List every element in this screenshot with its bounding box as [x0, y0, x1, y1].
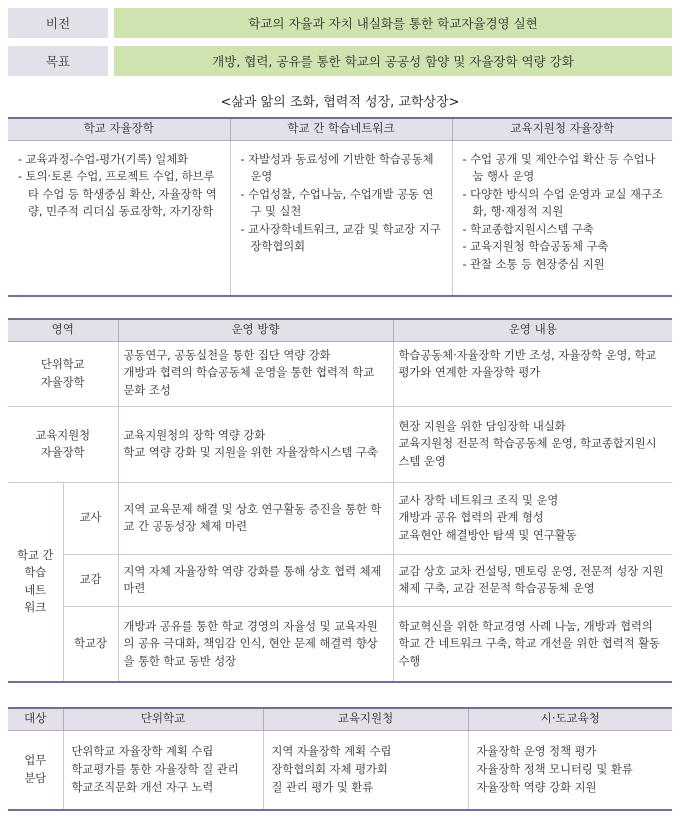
table-header-row: [8, 118, 672, 140]
goal-row: [8, 46, 672, 76]
list-item: - 관찰 소통 등 현장중심 지원: [463, 256, 665, 274]
goal-label: 목표: [8, 46, 108, 76]
area-cell: 교육지원청 자율장학: [8, 406, 118, 482]
list-item: - 교육지원청 학습공동체 구축: [463, 238, 665, 256]
table-header-row: [8, 319, 672, 341]
list-item: 학교평가를 통한 자율장학 질 관리: [71, 762, 239, 776]
direction-cell: 지역 자체 자율장학 역량 강화를 통해 상호 협력 체제 마련: [118, 554, 393, 606]
unit-school-cell: [63, 730, 263, 810]
list-item: 학교조직문화 개선 자구 노력: [71, 780, 214, 794]
header-direction: 운영 방향: [118, 319, 393, 341]
list-item: 자율장학 역량 강화 지원: [476, 780, 597, 794]
header-office-supervision: 교육지원청 자율장학: [452, 118, 672, 140]
sub-area-cell: 학교장: [63, 606, 118, 682]
area-cell: 단위학교 자율장학: [8, 341, 118, 406]
vision-text: 학교의 자율과 자치 내실화를 통한 학교자율경영 실현: [114, 8, 672, 38]
list-item: - 자발성과 동료성에 기반한 학습공동체 운영: [241, 151, 444, 186]
table-row: [8, 606, 672, 682]
list-item: 장학협의회 자체 평가회: [271, 762, 388, 776]
network-area-cell: 학교 간 학습 네트 워크: [17, 548, 54, 615]
goal-text: 개방, 협력, 공유를 통한 학교의 공공성 함양 및 자율장학 역량 강화: [114, 46, 672, 76]
direction-cell: 개방과 공유를 통한 학교 경영의 자율성 및 교육자원의 공유 극대화, 책임감 인식, 현안 문제 해결력 향상을 통한 학교 동반 성장: [118, 606, 393, 682]
role-division-table: [8, 707, 672, 811]
header-education-office: 교육지원청: [263, 708, 468, 730]
table-row: [8, 554, 672, 606]
list-item: 지역 자율장학 계획 수립: [271, 744, 392, 758]
header-provincial-office: 시·도교육청: [468, 708, 672, 730]
role-label-cell: 업무 분담: [24, 754, 47, 785]
header-network: 학교 간 학습네트워크: [230, 118, 452, 140]
provincial-office-cell: [468, 730, 672, 810]
sub-area-cell: 교감: [63, 554, 118, 606]
list-item: - 수업 공개 및 제안수업 확산 등 수업나눔 행사 운영: [463, 151, 665, 186]
table-row: [8, 406, 672, 482]
table-row: [8, 482, 672, 554]
network-cell: [230, 140, 452, 296]
content-cell: 학교혁신을 위한 학교경영 사례 나눔, 개방과 협력의 학교 간 네트워크 구축, 학교 개선을 위한 협력적 활동 수행: [393, 606, 672, 682]
list-item: 단위학교 자율장학 계획 수립: [71, 744, 214, 758]
education-office-cell: [263, 730, 468, 810]
header-content: 운영 내용: [393, 319, 672, 341]
slogan: <삶과 앎의 조화, 협력적 성장, 교학상장>: [220, 95, 460, 110]
sub-area-cell: 교사: [63, 482, 118, 554]
content-cell: 교사 장학 네트워크 조직 및 운영 개방과 공유 협력의 관계 형성 교육현안 해결방안 탐색 및 연구활동: [393, 482, 672, 554]
list-item: - 다양한 방식의 수업 운영과 교실 재구조화, 행·재정적 지원: [463, 186, 665, 221]
list-item: - 교육과정-수업-평가(기록) 일체화: [18, 151, 222, 169]
direction-cell: 교육지원청의 장학 역량 강화 학교 역량 강화 및 지원을 위한 자율장학시스템 구축: [118, 406, 393, 482]
header-school-supervision: 학교 자율장학: [8, 118, 230, 140]
supervision-types-table: [8, 117, 672, 297]
list-item: 자율장학 운영 정책 평가: [476, 744, 597, 758]
operation-table: [8, 318, 672, 683]
table-row: [8, 730, 672, 810]
list-item: - 교사장학네트워크, 교감 및 학교장 지구장학협의회: [241, 221, 444, 256]
school-supervision-cell: [8, 140, 230, 296]
table-header-row: [8, 708, 672, 730]
content-cell: 현장 지원을 위한 담임장학 내실화 교육지원청 전문적 학습공동체 운영, 학교종합지원시스템 운영: [393, 406, 672, 482]
vision-label: 비전: [8, 8, 108, 38]
table-row: [8, 341, 672, 406]
office-supervision-cell: [452, 140, 672, 296]
header-unit-school: 단위학교: [63, 708, 263, 730]
list-item: - 학교종합지원시스템 구축: [463, 221, 665, 239]
list-item: - 수업성찰, 수업나눔, 수업개발 공동 연구 및 실천: [241, 186, 444, 221]
vision-row: [8, 8, 672, 38]
table-row: [8, 140, 672, 296]
content-cell: 교감 상호 교차 컨설팅, 멘토링 운영, 전문적 성장 지원 체제 구축, 교감 전문적 학습공동체 운영: [393, 554, 672, 606]
direction-cell: 공동연구, 공동실천을 통한 집단 역량 강화 개방과 협력의 학습공동체 운영을 통한 협력적 학교 문화 조성: [118, 341, 393, 406]
list-item: 질 관리 평가 및 환류: [271, 780, 374, 794]
list-item: 자율장학 정책 모니터링 및 환류: [476, 762, 633, 776]
header-area: 영역: [8, 319, 118, 341]
header-target: 대상: [8, 708, 63, 730]
list-item: - 토의·토론 수업, 프로젝트 수업, 하브루타 수업 등 학생중심 확산, 자율장학 역량, 민주적 리더십 동료장학, 자기장학: [18, 168, 222, 221]
direction-cell: 지역 교육문제 해결 및 상호 연구활동 증진을 통한 학교 간 공동성장 체제 마련: [118, 482, 393, 554]
content-cell: 학습공동체·자율장학 기반 조성, 자율장학 운영, 학교 평가와 연계한 자율장학 평가: [393, 341, 672, 406]
